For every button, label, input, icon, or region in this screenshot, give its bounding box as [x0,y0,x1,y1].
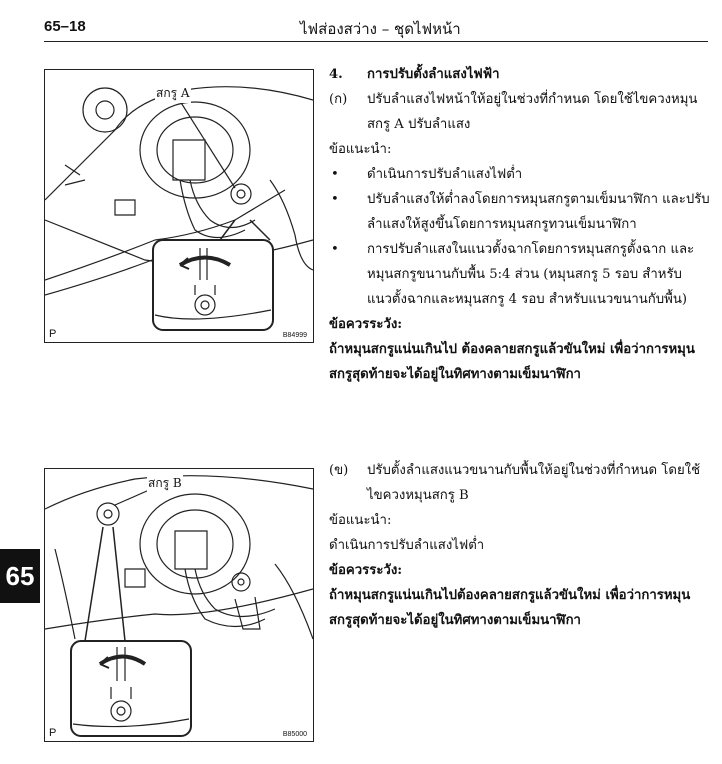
callout-screw-a: สกรู A [155,84,191,103]
figure-code: B85000 [282,731,307,738]
headlight-illustration-a [45,70,313,342]
page-number: 65–18 [44,18,86,35]
step-a-line2: สกรู A ปรับลำแสง [367,117,471,132]
caution-text: สกรูสุดท้ายจะได้อยู่ในทิศทางตามเข็มนาฬิกา [329,613,581,628]
hint-text: ดำเนินการปรับลำแสงไฟต่ำ [329,538,485,553]
bullet-text-cont: หมุนสกรูขนานกับพื้น 5:4 ส่วน (หมุนสกรู 5 รอบ สำหรับ [367,267,682,282]
hint-label: ข้อแนะนำ: [329,142,392,157]
section-headlight-aim [329,62,709,387]
bullet-text-cont: ลำแสงให้สูงขึ้นโดยการหมุนสกรูทวนเข็มนาฬิกา [367,217,637,232]
hint-label: ข้อแนะนำ: [329,513,392,528]
section-horizontal-aim [329,458,709,633]
caution-text: ถ้าหมุนสกรูแน่นเกินไป ต้องคลายสกรูแล้วขันใหม่ เพื่อว่าการหมุน [329,342,695,357]
chapter-tab: 65 [0,549,40,603]
bullet-text: การปรับลำแสงในแนวตั้งฉากโดยการหมุนสกรูตั้งฉาก และ [367,242,695,257]
bullet-text: ดำเนินการปรับลำแสงไฟต่ำ [367,167,523,182]
figure-corner-letter: P [49,328,57,340]
figure-screw-a [44,69,314,343]
caution-text: ถ้าหมุนสกรูแน่นเกินไปต้องคลายสกรูแล้วขันใหม่ เพื่อว่าการหมุน [329,588,691,603]
bullet-text-cont: แนวตั้งฉากและหมุนสกรู 4 รอบ สำหรับแนวขนานกับพื้น) [367,292,687,307]
section-title: การปรับตั้งลำแสงไฟฟ้า [367,67,500,82]
step-a-line1: ปรับลำแสงไฟหน้าให้อยู่ในช่วงที่กำหนด โดยใช้ไขควงหมุน [367,92,698,107]
step-a [329,87,709,112]
section-number: 4. [329,67,343,82]
bullet-item: • ปรับลำแสงให้ต่ำลงโดยการหมุนสกรูตามเข็มนาฬิกา และปรับ [331,192,710,207]
section-heading [329,62,709,87]
step-b [329,458,709,483]
callout-screw-b: สกรู B [147,474,183,493]
figure-code: B84999 [282,332,307,339]
step-b-marker: (ข) [329,463,349,478]
headlight-illustration-b [45,469,313,741]
step-b-line1: ปรับตั้งลำแสงแนวขนานกับพื้นให้อยู่ในช่วงที่กำหนด โดยใช้ [367,463,701,478]
bullet-text: ปรับลำแสงให้ต่ำลงโดยการหมุนสกรูตามเข็มนาฬิกา และปรับ [367,192,710,207]
caution-text: สกรูสุดท้ายจะได้อยู่ในทิศทางตามเข็มนาฬิกา [329,367,581,382]
bullet-item: • ดำเนินการปรับลำแสงไฟต่ำ [331,167,523,182]
figure-corner-letter: P [49,727,57,739]
figure-screw-b [44,468,314,742]
header-divider [44,41,708,42]
step-b-line2: ไขควงหมุนสกรู B [367,488,469,503]
page-title: ไฟส่องสว่าง – ชุดไฟหน้า [300,20,461,38]
page-header [0,0,722,44]
caution-label: ข้อควรระวัง: [329,317,403,332]
caution-label: ข้อควรระวัง: [329,563,403,578]
step-a-marker: (ก) [329,92,348,107]
bullet-item: • การปรับลำแสงในแนวตั้งฉากโดยการหมุนสกรูตั้งฉาก และ [331,242,695,257]
